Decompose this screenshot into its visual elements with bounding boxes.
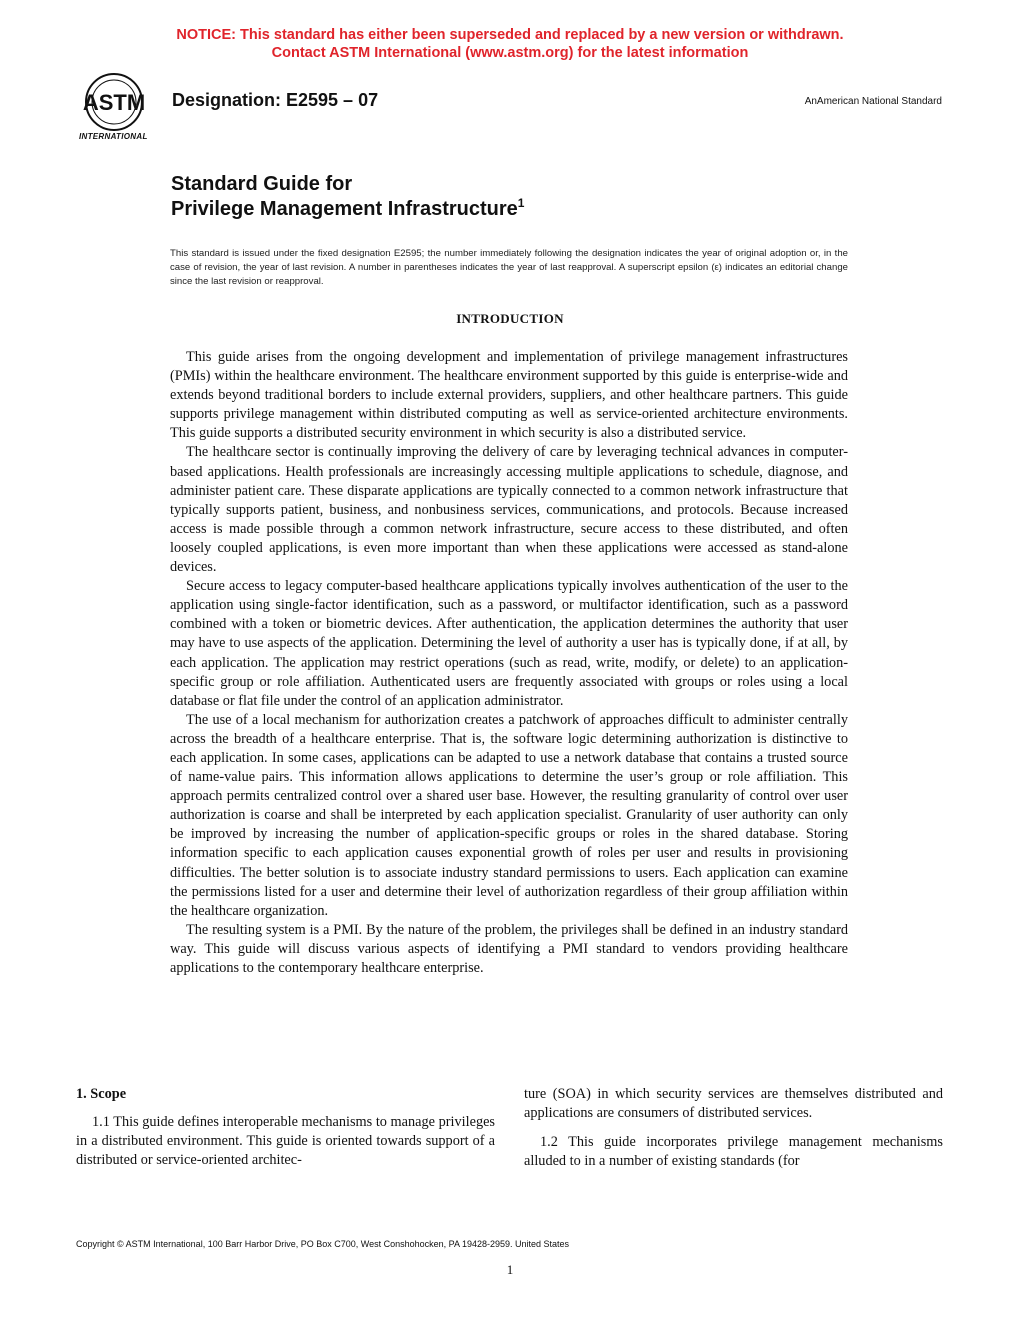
scope-heading: 1. Scope bbox=[76, 1086, 127, 1102]
title-line-2 bbox=[171, 197, 524, 222]
intro-paragraph: The resulting system is a PMI. By the nature of the problem, the privileges shall be defined in an industry standard way. This guide will discuss various aspects of identifying a PMI standard to vendors providing healthcare applications to the contemporary healthcare enterprise. bbox=[170, 921, 848, 976]
intro-paragraph: This guide arises from the ongoing development and implementation of privilege management infrastructures (PMIs) within the healthcare environment. The healthcare environment supported by this guide is enterprise-wide and extends beyond traditional borders to include external providers, suppliers, and other healthcare partners. This guide supports privilege management within distributed computing as well as service-oriented architecture environments. This guide supports a distributed security environment in which security is also a distributed service. bbox=[170, 349, 848, 442]
intro-paragraph: Secure access to legacy computer-based healthcare applications typically involves authentication of the user to the application using single-factor identification, such as a password, or multifactor identification, such as a password combined with a token or biometric devices. After authentication, the application determines the authority that user may have to use aspects of the application. Determining the level of authority a user has is typically done, if at all, by each application. The application may restrict operations (such as read, write, modify, or delete) to an application-specific group or role affiliation. Authenticated users are frequently associated with groups or roles using a local database or flat file under the control of an application administrator. bbox=[170, 578, 848, 709]
intro-paragraph: The use of a local mechanism for authorization creates a patchwork of approaches difficult to administer centrally across the breadth of a healthcare enterprise. That is, the software logic determining authorization is distinctive to each application. In some cases, applications can be adapted to use a network database that contains a trusted source of name-value pairs. This information allows applications to determine the user’s group or role affiliation. This approach permits centralized control over a shared user base. However, the resulting granularity of control over user authorization is coarse and shall be interpreted by each application specialist. Granularity of user authority can only be improved by increasing the number of application-specific groups or roles in the shared database. Storing information specific to each application causes exponential growth of roles per user and results in provisioning difficulties. The better solution is to associate industry standard permissions to users. Each application can examine the permissions listed for a user and determine their level of authorization regardless of their group affiliation within the healthcare organization. bbox=[170, 711, 848, 919]
issued-note: This standard is issued under the fixed designation E2595; the number immediately following the designation indicates the year of original adoption or, in the case of revision, the year of last revision. A number in parentheses indicates the year of last reapproval. A superscript epsilon (ε) indicates an editorial change since the last revision or reapproval. bbox=[170, 248, 848, 287]
withdrawn-notice bbox=[0, 26, 1020, 62]
scope-column-right bbox=[524, 1085, 943, 1171]
copyright: Copyright © ASTM International, 100 Barr Harbor Drive, PO Box C700, West Conshohocken, PA 19428-2959. United States bbox=[76, 1239, 570, 1249]
scope-column-left bbox=[76, 1085, 495, 1170]
title-line-1: Standard Guide for bbox=[171, 173, 353, 195]
logo-caption: INTERNATIONAL bbox=[79, 132, 148, 141]
designation: Designation: E2595 – 07 bbox=[172, 90, 379, 110]
document-title bbox=[171, 172, 524, 222]
introduction-body bbox=[170, 348, 848, 978]
scope-paragraph-1-1-continued: ture (SOA) in which security services are themselves distributed and applications are consumers of distributed services. bbox=[524, 1086, 943, 1122]
logo-text: ASTM bbox=[82, 90, 146, 115]
title-footnote-mark: 1 bbox=[517, 196, 525, 210]
notice-line-2: Contact ASTM International (www.astm.org) for the latest information bbox=[271, 45, 749, 61]
notice-line-1: NOTICE: This standard has either been superseded and replaced by a new version or withdrawn. bbox=[176, 27, 844, 43]
title-line-2-text: Privilege Management Infrastructure bbox=[171, 198, 518, 220]
introduction-heading: INTRODUCTION bbox=[456, 311, 564, 326]
standard-type: AnAmerican National Standard bbox=[804, 96, 942, 107]
page-number: 1 bbox=[506, 1262, 514, 1277]
scope-paragraph-1-2: 1.2 This guide incorporates privilege management mechanisms alluded to in a number of existing standards (for bbox=[524, 1134, 943, 1170]
scope-paragraph-1-1: 1.1 This guide defines interoperable mechanisms to manage privileges in a distributed environment. This guide is oriented towards support of a distributed or service-oriented architec- bbox=[76, 1114, 495, 1169]
intro-paragraph: The healthcare sector is continually improving the delivery of care by leveraging technical advances in computer-based applications. Health professionals are increasingly accessing multiple applications to schedule, diagnose, and administer patient care. These disparate applications are typically connected to a common network infrastructure that typically supports patient, business, and nonbusiness services, communications, and protocols. Because increased access is made possible through a common network infrastructure, secure access to these distributed, and often loosely coupled applications, is even more important than when these applications were accessed as stand-alone devices. bbox=[170, 444, 848, 576]
